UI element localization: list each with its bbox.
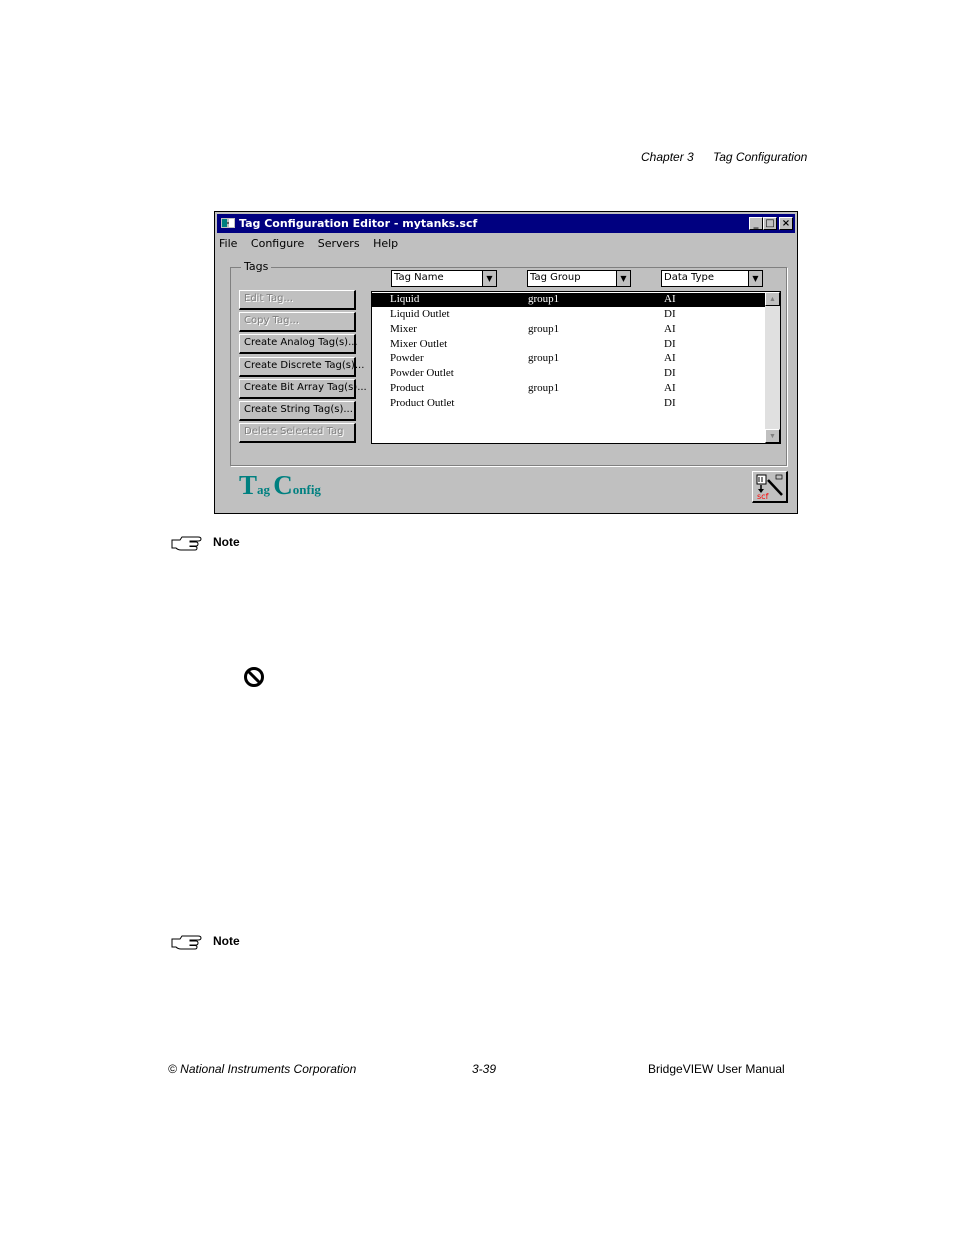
table-row[interactable] (372, 323, 765, 337)
window-title: Tag Configuration Editor - mytanks.scf (239, 217, 478, 230)
scf-tool-icon (754, 473, 786, 501)
table-row[interactable] (372, 293, 765, 307)
maximize-button[interactable]: □ (763, 217, 777, 230)
data-type-cell: DI (664, 367, 676, 379)
vertical-scrollbar[interactable] (765, 292, 780, 443)
tag-configuration-window (214, 211, 798, 514)
tag-name-column-label: Tag Name (394, 272, 444, 283)
scf-label: scf (757, 492, 769, 501)
note-label: Note (213, 535, 240, 549)
menu-help[interactable]: Help (373, 237, 399, 250)
data-type-cell: AI (664, 293, 676, 305)
tag-name-cell: Liquid Outlet (390, 308, 450, 320)
footer-manual-title: BridgeVIEW User Manual (648, 1062, 785, 1076)
create-analog-tags-button[interactable]: Create Analog Tag(s)... (239, 334, 356, 354)
tag-name-cell: Mixer (390, 323, 417, 335)
pointing-hand-icon (170, 933, 202, 951)
section-label: Tag Configuration (713, 150, 808, 164)
tag-group-cell: group1 (528, 382, 560, 394)
tag-group-cell: group1 (528, 352, 560, 364)
menu-configure[interactable]: Configure (250, 237, 305, 250)
tag-list[interactable] (371, 291, 781, 444)
chapter-label: Chapter 3 (641, 150, 694, 164)
app-icon (221, 218, 235, 228)
menu-bar (219, 237, 408, 251)
scroll-up-icon[interactable]: ▲ (765, 292, 780, 306)
pointing-hand-icon (170, 534, 202, 552)
data-type-column-select[interactable] (661, 270, 763, 287)
data-type-cell: DI (664, 308, 676, 320)
tag-name-cell: Powder (390, 352, 424, 364)
data-type-cell: DI (664, 338, 676, 350)
tag-group-column-label: Tag Group (530, 272, 581, 283)
table-row[interactable] (372, 382, 765, 396)
table-row[interactable] (372, 367, 765, 381)
tag-name-cell: Liquid (390, 293, 420, 305)
data-type-cell: DI (664, 397, 676, 409)
footer-page-number: 3-39 (472, 1062, 497, 1076)
scf-tool-button[interactable] (752, 471, 788, 503)
copy-tag-button[interactable]: Copy Tag... (239, 312, 356, 332)
menu-file[interactable]: File (219, 237, 238, 250)
data-type-column-label: Data Type (664, 272, 715, 283)
table-row[interactable] (372, 308, 765, 322)
tag-group-cell: group1 (528, 293, 560, 305)
title-bar[interactable] (217, 214, 795, 233)
tag-name-cell: Mixer Outlet (390, 338, 448, 350)
table-row[interactable] (372, 352, 765, 366)
dropdown-arrow-icon: ▼ (748, 271, 762, 286)
dropdown-arrow-icon: ▼ (482, 271, 496, 286)
tag-name-cell: Product Outlet (390, 397, 455, 409)
footer-copyright: © National Instruments Corporation (168, 1062, 357, 1076)
tag-name-column-select[interactable] (391, 270, 497, 287)
tag-group-cell: group1 (528, 323, 560, 335)
table-row[interactable] (372, 338, 765, 352)
minimize-button[interactable]: _ (749, 217, 763, 230)
tag-config-logo: Tag Config (239, 470, 321, 500)
create-discrete-tags-button[interactable]: Create Discrete Tag(s)... (239, 357, 356, 377)
tag-name-cell: Powder Outlet (390, 367, 454, 379)
create-bit-array-tags-button[interactable]: Create Bit Array Tag(s)... (239, 379, 356, 399)
close-button[interactable]: × (779, 217, 793, 230)
data-type-cell: AI (664, 323, 676, 335)
delete-selected-tag-button[interactable]: Delete Selected Tag (239, 423, 356, 443)
scroll-down-icon[interactable]: ▼ (765, 429, 780, 443)
edit-tag-button[interactable]: Edit Tag... (239, 290, 356, 310)
tag-group-column-select[interactable] (527, 270, 631, 287)
caution-prohibited-icon (243, 666, 265, 688)
data-type-cell: AI (664, 382, 676, 394)
tag-name-cell: Product (390, 382, 425, 394)
data-type-cell: AI (664, 352, 676, 364)
table-row[interactable] (372, 397, 765, 411)
note-label: Note (213, 934, 240, 948)
tags-group-label: Tags (241, 260, 271, 273)
create-string-tags-button[interactable]: Create String Tag(s)... (239, 401, 356, 421)
dropdown-arrow-icon: ▼ (616, 271, 630, 286)
menu-servers[interactable]: Servers (317, 237, 360, 250)
